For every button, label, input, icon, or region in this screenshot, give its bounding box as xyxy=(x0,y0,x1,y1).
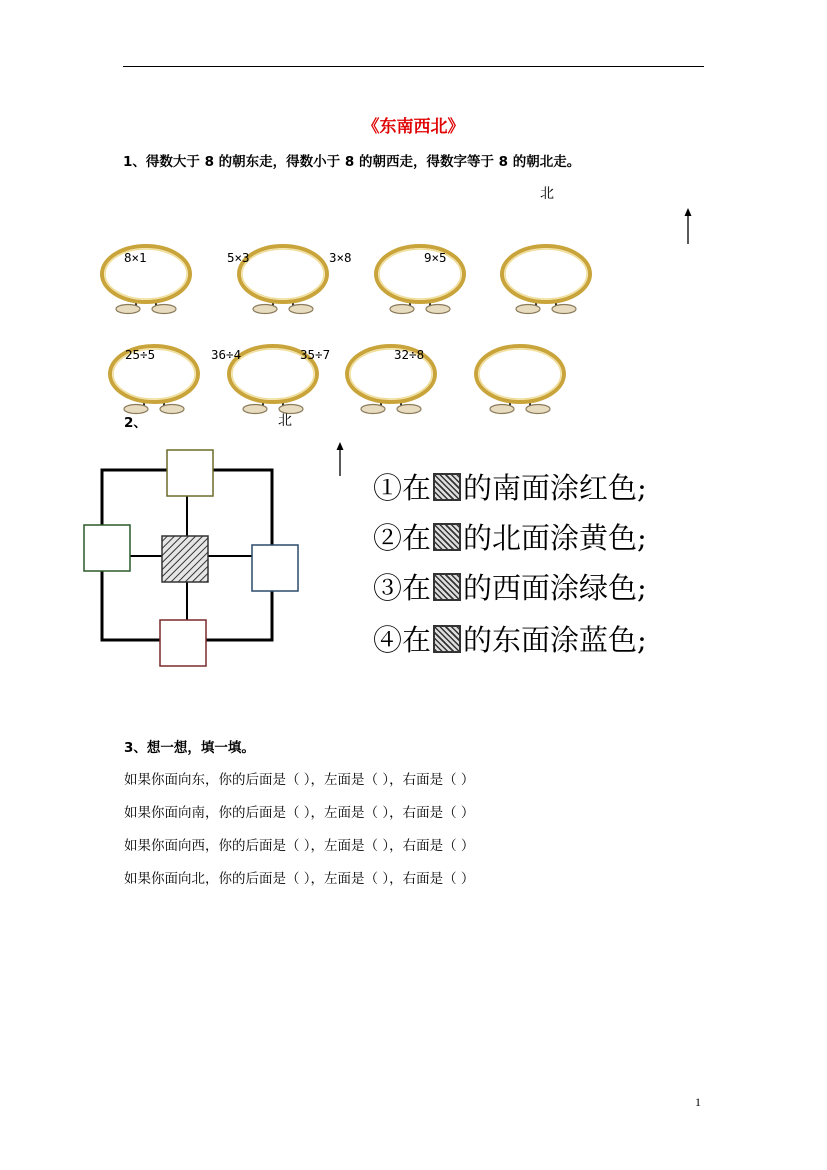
egg-expression: 9×5 xyxy=(424,250,447,265)
instruction-1-post: 的南面涂红色; xyxy=(463,471,647,505)
egg-figure xyxy=(498,242,594,318)
instruction-1-pre: ①在 xyxy=(373,471,432,505)
east-box[interactable] xyxy=(252,545,298,591)
egg-expression: 36÷4 xyxy=(211,347,242,362)
hatched-square-icon xyxy=(433,625,461,653)
question-2-number: 2、 xyxy=(124,415,147,431)
south-box[interactable] xyxy=(160,620,206,666)
egg-expression: 5×3 xyxy=(227,250,250,265)
instruction-4-post: 的东面涂蓝色; xyxy=(463,623,647,657)
north-arrow-2-icon xyxy=(332,442,348,478)
instruction-3-pre: ③在 xyxy=(373,571,432,605)
egg-expression: 8×1 xyxy=(124,250,147,265)
egg-figure xyxy=(472,342,568,418)
north-box[interactable] xyxy=(167,450,213,496)
egg-expression: 25÷5 xyxy=(125,347,156,362)
hatched-square-icon xyxy=(433,473,461,501)
instruction-2-pre: ②在 xyxy=(373,521,432,555)
instruction-2 xyxy=(373,516,647,557)
egg-figure xyxy=(343,342,439,418)
north-arrow-1-icon xyxy=(680,208,696,246)
instruction-1 xyxy=(373,466,647,507)
fill-line-north: 如果你面向北，你的后面是（ ），左面是（ ），右面是（ ） xyxy=(124,871,475,887)
north-label-2: 北 xyxy=(278,413,292,429)
instruction-4-pre: ④在 xyxy=(373,623,432,657)
header-rule xyxy=(123,66,704,67)
question-3-heading: 3、想一想，填一填。 xyxy=(124,740,255,756)
page-title: 《东南西北》 xyxy=(362,117,465,137)
fill-line-south: 如果你面向南，你的后面是（ ），左面是（ ），右面是（ ） xyxy=(124,805,475,821)
egg-expression: 3×8 xyxy=(329,250,352,265)
question-1-text: 1、得数大于 8 的朝东走，得数小于 8 的朝西走，得数字等于 8 的朝北走。 xyxy=(123,154,581,170)
fill-line-east: 如果你面向东，你的后面是（ ），左面是（ ），右面是（ ） xyxy=(124,772,475,788)
instruction-4 xyxy=(373,618,647,659)
fill-line-west: 如果你面向西，你的后面是（ ），左面是（ ），右面是（ ） xyxy=(124,838,475,854)
instruction-3-post: 的西面涂绿色; xyxy=(463,571,647,605)
north-label-1: 北 xyxy=(540,186,554,202)
hatched-square-icon xyxy=(433,523,461,551)
egg-figure xyxy=(372,242,468,318)
center-hatched-square xyxy=(162,536,208,582)
egg-expression: 35÷7 xyxy=(300,347,331,362)
page-number: 1 xyxy=(695,1095,701,1109)
egg-expression: 32÷8 xyxy=(394,347,425,362)
direction-grid xyxy=(80,446,305,671)
hatched-square-icon xyxy=(433,573,461,601)
instruction-2-post: 的北面涂黄色; xyxy=(463,521,647,555)
instruction-3 xyxy=(373,566,647,607)
west-box[interactable] xyxy=(84,525,130,571)
